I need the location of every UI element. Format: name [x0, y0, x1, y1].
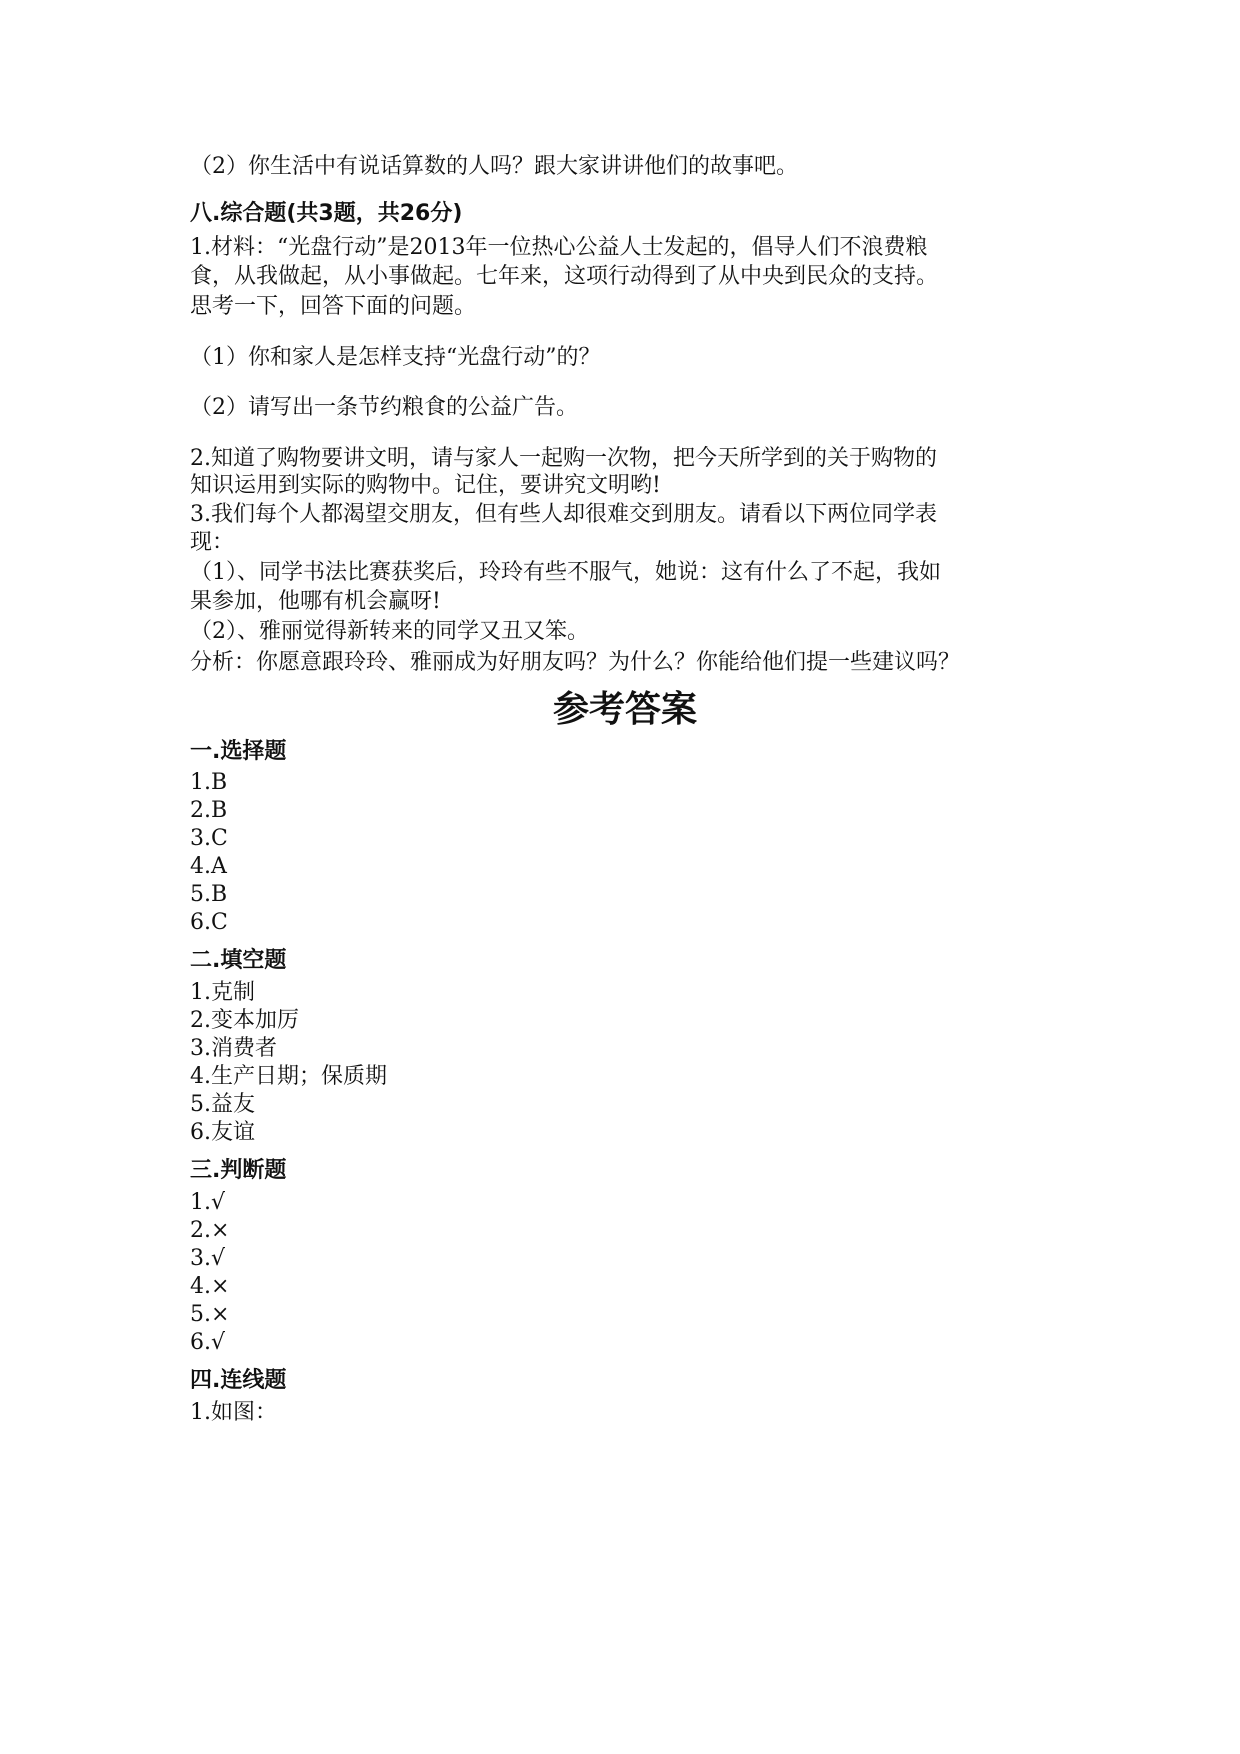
question-3-text-line: 果参加，他哪有机会赢呀!: [190, 589, 441, 614]
question-2-text-line: 2.知道了购物要讲文明，请与家人一起购一次物，把今天所学到的关于购物的: [190, 446, 937, 471]
answer-item: 2.×: [190, 1218, 230, 1243]
question-1-text-line: 1.材料：“光盘行动”是2013年一位热心公益人士发起的，倡导人们不浪费粮: [190, 235, 928, 260]
answer-section-heading: 四.连线题: [190, 1368, 287, 1393]
answer-item: 2.变本加厉: [190, 1008, 299, 1033]
question-3-text-line: （2）、雅丽觉得新转来的同学又丑又笨。: [190, 619, 589, 644]
answer-item: 6.√: [190, 1330, 226, 1355]
answer-item: 6.C: [190, 910, 228, 935]
question-3-text-line: 分析：你愿意跟玲玲、雅丽成为好朋友吗？为什么？你能给他们提一些建议吗？: [190, 650, 961, 675]
section-8-heading: 八.综合题(共3题，共26分): [190, 201, 463, 226]
answer-item: 1.√: [190, 1190, 226, 1215]
answer-section-heading: 三.判断题: [190, 1158, 287, 1183]
question-1-sub-2: （2）请写出一条节约粮食的公益广告。: [190, 395, 578, 420]
question-3-text-line: （1）、同学书法比赛获奖后，玲玲有些不服气，她说：这有什么了不起，我如: [190, 560, 941, 585]
answer-item: 1.克制: [190, 980, 255, 1005]
answer-item: 4.A: [190, 854, 227, 879]
answer-item: 3.√: [190, 1246, 226, 1271]
answer-key-title: 参考答案: [552, 689, 697, 730]
answer-section-heading: 一.选择题: [190, 739, 287, 764]
answer-item: 1.如图：: [190, 1400, 277, 1425]
question-3-text-line: 现：: [190, 530, 235, 555]
question-7-sub-2: （2）你生活中有说话算数的人吗？跟大家讲讲他们的故事吧。: [190, 154, 798, 179]
answer-item: 4.生产日期；保质期: [190, 1064, 387, 1089]
answer-item: 3.C: [190, 826, 228, 851]
question-2-text-line: 知识运用到实际的购物中。记住，要讲究文明哟!: [190, 473, 661, 498]
question-1-sub-1: （1）你和家人是怎样支持“光盘行动”的？: [190, 345, 601, 370]
answer-item: 6.友谊: [190, 1120, 255, 1145]
answer-item: 2.B: [190, 798, 228, 823]
question-1-text-line: 思考一下，回答下面的问题。: [190, 294, 477, 319]
answer-item: 5.益友: [190, 1092, 255, 1117]
answer-item: 3.消费者: [190, 1036, 277, 1061]
answer-item: 5.B: [190, 882, 228, 907]
answer-item: 4.×: [190, 1274, 230, 1299]
answer-item: 5.×: [190, 1302, 230, 1327]
answer-section-heading: 二.填空题: [190, 948, 287, 973]
answer-item: 1.B: [190, 770, 228, 795]
question-3-text-line: 3.我们每个人都渴望交朋友，但有些人却很难交到朋友。请看以下两位同学表: [190, 502, 937, 527]
question-1-text-line: 食，从我做起，从小事做起。七年来，这项行动得到了从中央到民众的支持。: [190, 264, 939, 289]
